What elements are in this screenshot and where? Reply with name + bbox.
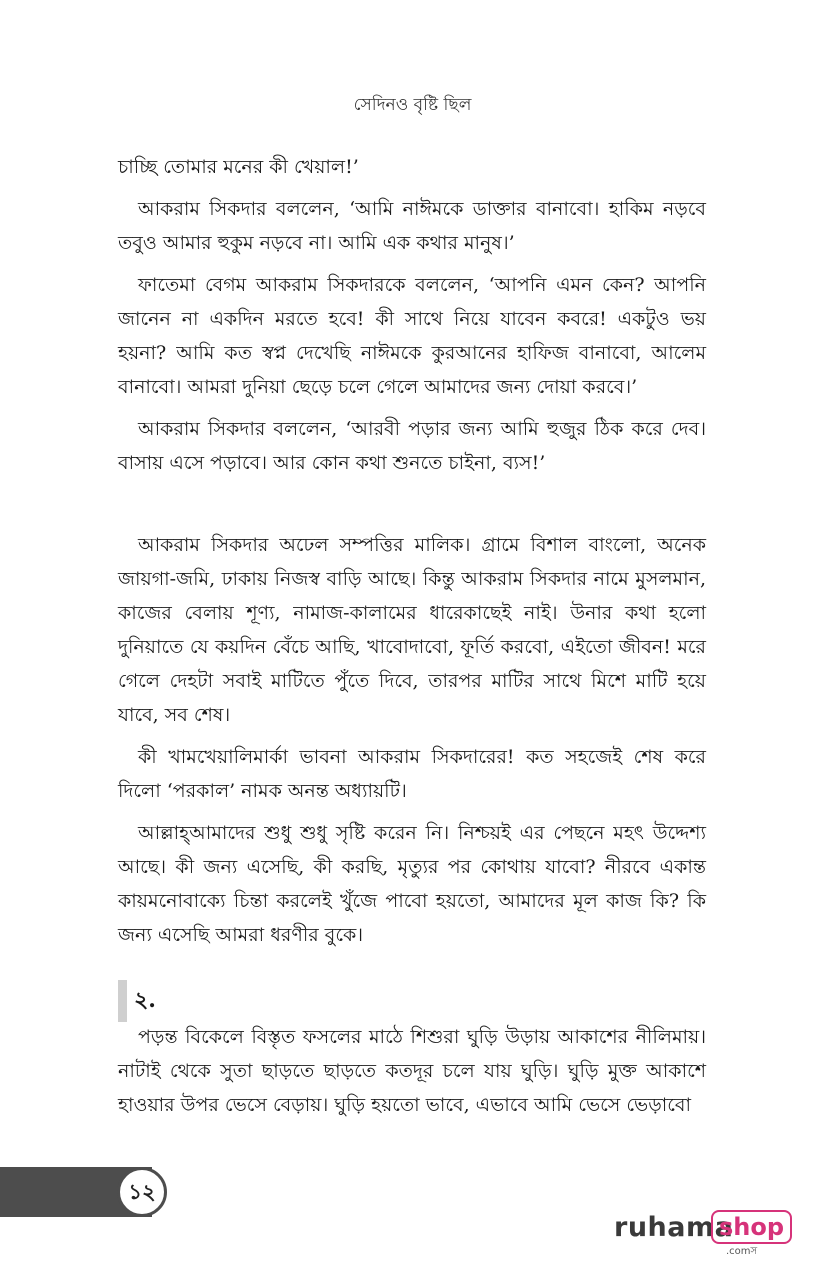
paragraph-4: আকরাম সিকদার বললেন, ‘আরবী পড়ার জন্য আমি হুজুর ঠিক করে দেব। বাসায় এসে পড়াবে। আর কোন কথা শুনতে চাইনা, ব্যস!’ bbox=[118, 418, 706, 474]
logo-domain-text: .comস bbox=[726, 1246, 758, 1257]
running-header-title: সেদিনও বৃষ্টি ছিল bbox=[353, 95, 472, 115]
ruhamashop-logo bbox=[614, 1208, 784, 1258]
logo-shop-badge: shop bbox=[711, 1210, 792, 1244]
page-number: ১২ bbox=[117, 1167, 167, 1217]
scene-break bbox=[118, 488, 706, 528]
paragraph-2: আকরাম সিকদার বললেন, ‘আমি নাঈমকে ডাক্তার বানাবো। হাকিম নড়বে তবুও আমার হুকুম নড়বে না। আমি এক কথার মানুষ।’ bbox=[118, 198, 706, 254]
section-paragraph: পড়ন্ত বিকেলে বিস্তৃত ফসলের মাঠে শিশুরা ঘুড়ি উড়ায় আকাশের নীলিমায়। নাটাই থেকে সুতা ছাড়তে ছাড়তে কতদূর চলে যায় ঘুড়ি। ঘুড়ি মুক্ত আকাশে হাওয়ার উপর ভেসে বেড়ায়। ঘুড়ি হয়তো ভাবে, এভাবে আমি ভেসে ভেড়াবো bbox=[118, 1026, 706, 1116]
paragraph-7: আল্লাহ্আমাদের শুধু শুধু সৃষ্টি করেন নি। নিশ্চয়ই এর পেছনে মহৎ উদ্দেশ্য আছে। কী জন্য এসেছি, কী করছি, মৃত্যুর পর কোথায় যাবো? নীরবে একান্ত কায়মনোবাক্যে চিন্তা করলেই খুঁজে পাবো হয়তো, আমাদের মূল কাজ কি? কি জন্য এসেছি আমরা ধরণীর বুকে। bbox=[118, 822, 706, 946]
paragraph-3: ফাতেমা বেগম আকরাম সিকদারকে বললেন, ‘আপনি এমন কেন? আপনি জানেন না একদিন মরতে হবে! কী সাথে নিয়ে যাবেন কবরে! একটুও ভয় হয়না? আমি কত স্বপ্ন দেখেছি নাঈমকে কুরআনের হাফিজ বানাবো, আলেম বানাবো। আমরা দুনিয়া ছেড়ে চলে গেলে আমাদের জন্য দোয়া করবে।’ bbox=[118, 274, 706, 398]
page-body bbox=[118, 150, 706, 1130]
paragraph-5: আকরাম সিকদার অঢেল সম্পত্তির মালিক। গ্রামে বিশাল বাংলো, অনেক জায়গা-জমি, ঢাকায় নিজস্ব বাড়ি আছে। কিন্তু আকরাম সিকদার নামে মুসলমান, কাজের বেলায় শূণ্য, নামাজ-কালামের ধারেকাছেই নাই। উনার কথা হলো দুনিয়াতে যে কয়দিন বেঁচে আছি, খাবোদাবো, ফূর্তি করবো, এইতো জীবন! মরে গেলে দেহটা সবাই মাটিতে পুঁতে দিবে, তারপর মাটির সাথে মিশে মাটি হয়ে যাবে, সব শেষ। bbox=[118, 534, 706, 726]
logo-ruhama-text: ruhama bbox=[614, 1212, 734, 1243]
paragraph-6: কী খামখেয়ালিমার্কা ভাবনা আকরাম সিকদারের! কত সহজেই শেষ করে দিলো ‘পরকাল’ নামক অনন্ত অধ্যায়টি। bbox=[118, 746, 706, 802]
section-heading: ২. bbox=[118, 980, 706, 1020]
paragraph-1: চাচ্ছি তোমার মনের কী খেয়াল!’ bbox=[118, 156, 359, 178]
